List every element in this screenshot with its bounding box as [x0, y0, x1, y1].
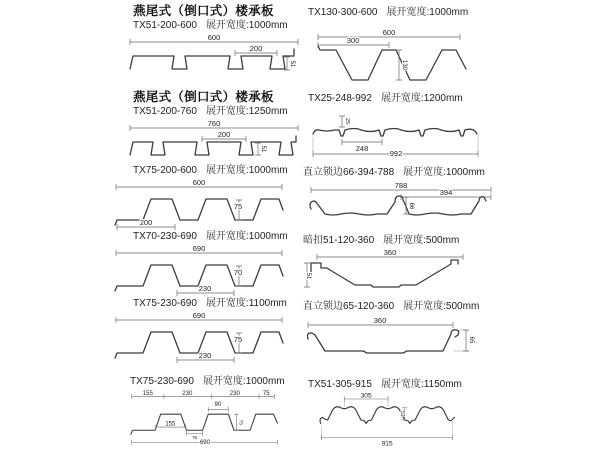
model-label: TX25-248-992	[308, 93, 372, 104]
model-label: 暗扣51-120-360	[303, 235, 375, 246]
model-label: 直立锁边65-120-360	[303, 301, 395, 312]
dim-label-seg1: 155	[142, 390, 153, 397]
dim-line-overall	[322, 435, 453, 440]
dim-label-overall: 915	[381, 440, 393, 448]
dim-label-overall: 992	[389, 149, 403, 158]
width-label: 展开宽度:1000mm	[386, 7, 469, 18]
width-label: 展开宽度:1000mm	[403, 167, 485, 178]
dim-label-pitch: 300	[346, 36, 360, 45]
dim-label-valley: 75	[192, 435, 197, 441]
dim-label-top-width: 90	[214, 402, 222, 409]
dim-label-height: 75	[233, 202, 243, 211]
width-label: 展开宽度:1250mm	[205, 106, 288, 117]
panel-anko-51-120-360	[303, 234, 503, 301]
width-label: 展开宽度:1000mm	[202, 376, 285, 387]
profile-drawing	[110, 390, 300, 448]
dim-label-height: 70	[233, 268, 243, 277]
profile-outline	[318, 46, 466, 80]
panel-tx51-305-915	[308, 378, 488, 448]
profile-drawing	[303, 317, 478, 367]
panel-subtitle	[308, 378, 488, 391]
dim-label-overall: 360	[383, 249, 397, 257]
panel-subtitle	[130, 375, 305, 388]
profile-drawing	[113, 312, 285, 367]
dim-label-seg2: 230	[182, 390, 193, 397]
profile-drawing	[303, 182, 499, 234]
panel-subtitle	[303, 234, 503, 247]
profile-drawing	[128, 34, 300, 82]
profile-drawing	[308, 29, 473, 87]
dim-label-height: 25	[344, 117, 350, 125]
panel-tx75-230-690-detail	[110, 375, 305, 448]
model-label: TX70-230-690	[133, 231, 197, 242]
dim-label-rib-base: 155	[165, 421, 176, 428]
dim-label-seg3: 230	[229, 390, 240, 397]
dim-label-pitch: 230	[198, 351, 212, 360]
dim-label-pitch: 200	[249, 44, 263, 53]
extension-lines	[453, 330, 469, 351]
width-label: 展开宽度:1200mm	[380, 93, 463, 104]
dim-label-overall: 690	[199, 439, 211, 446]
profile-drawing	[113, 179, 285, 234]
dim-label-height: 51	[305, 272, 311, 280]
dim-label-height: 51	[260, 145, 266, 153]
panel-subtitle	[133, 297, 303, 310]
model-label: TX75-200-600	[133, 165, 197, 176]
dim-label-overall: 600	[207, 34, 221, 42]
dim-label-height: 51	[289, 60, 295, 68]
dim-label-height: 51	[399, 410, 406, 417]
dim-label-pitch: 305	[360, 392, 372, 400]
dim-label-overall: 690	[192, 245, 206, 253]
model-label: TX51-305-915	[308, 379, 372, 390]
panel-seam-65-120-360	[303, 300, 503, 367]
dim-label-overall: 690	[192, 312, 206, 320]
dim-label-height: 75	[237, 419, 243, 425]
dim-label-overall: 600	[192, 179, 206, 187]
panel-subtitle	[308, 6, 508, 19]
model-label: TX51-200-600	[133, 20, 197, 31]
panel-seam-66-394-788	[303, 166, 503, 234]
profile-drawing	[303, 249, 473, 301]
dim-label-height: 75	[233, 335, 243, 344]
profile-outline	[313, 129, 477, 137]
dim-label-pitch: 230	[198, 284, 212, 293]
dim-label-overall: 600	[382, 29, 396, 37]
dim-label-overall: 360	[373, 317, 387, 325]
width-label: 展开宽度:1150mm	[380, 379, 462, 390]
dim-label-overall: 760	[207, 120, 221, 128]
dim-label-height: 66	[408, 202, 414, 210]
section-header: 燕尾式（倒口式）楼承板	[133, 90, 274, 104]
section-header: 燕尾式（倒口式）楼承板	[133, 4, 274, 18]
profile-drawing	[113, 245, 285, 300]
profile-drawing	[128, 120, 300, 168]
width-label: 展开宽度:1000mm	[205, 20, 288, 31]
dim-label-height: 130	[401, 59, 407, 71]
width-label: 展开宽度:500mm	[383, 235, 460, 246]
panel-tx51-200-600	[128, 4, 304, 82]
width-label: 展开宽度:500mm	[403, 301, 480, 312]
width-label: 展开宽度:1100mm	[205, 298, 287, 309]
dim-line-top-segments	[132, 394, 275, 399]
panel-subtitle	[133, 105, 304, 118]
extension-lines-overall	[322, 422, 453, 438]
panel-subtitle	[133, 230, 303, 243]
panel-tx51-200-760	[128, 90, 304, 168]
dim-label-overall: 788	[394, 182, 408, 190]
panel-tx75-230-690-1100	[113, 297, 303, 367]
dim-label-seg4: 75	[262, 390, 270, 397]
dim-label-pitch: 200	[217, 130, 231, 139]
dim-label-pitch: 248	[355, 144, 369, 153]
dim-label-height: 65	[468, 336, 474, 344]
panel-tx70-230-690	[113, 230, 303, 300]
panel-subtitle	[133, 19, 304, 32]
profile-outline	[320, 407, 454, 424]
panel-subtitle	[308, 92, 508, 105]
model-label: TX75-230-690	[130, 376, 194, 387]
panel-subtitle	[133, 164, 303, 177]
profile-outline	[310, 196, 486, 215]
panel-tx25-248-992	[308, 92, 508, 160]
profile-drawing	[308, 108, 483, 160]
profile-outline	[311, 260, 458, 287]
profile-outline	[131, 414, 278, 434]
panel-tx130-300-600	[308, 6, 508, 87]
model-label: TX51-200-760	[133, 106, 197, 117]
profile-outline	[308, 330, 459, 353]
width-label: 展开宽度:1000mm	[205, 165, 288, 176]
model-label: TX130-300-600	[308, 7, 378, 18]
profile-drawing	[308, 392, 468, 448]
panel-tx75-200-600	[113, 164, 303, 234]
extension-lines	[344, 402, 388, 407]
panel-subtitle	[303, 166, 503, 179]
dim-label-pitch: 394	[439, 188, 453, 197]
model-label: 直立锁边66-394-788	[303, 167, 395, 178]
profile-outline	[130, 49, 294, 69]
model-label: TX75-230-690	[133, 298, 197, 309]
width-label: 展开宽度:1000mm	[205, 231, 288, 242]
panel-subtitle	[303, 300, 503, 313]
dim-label-pitch: 200	[139, 218, 153, 227]
